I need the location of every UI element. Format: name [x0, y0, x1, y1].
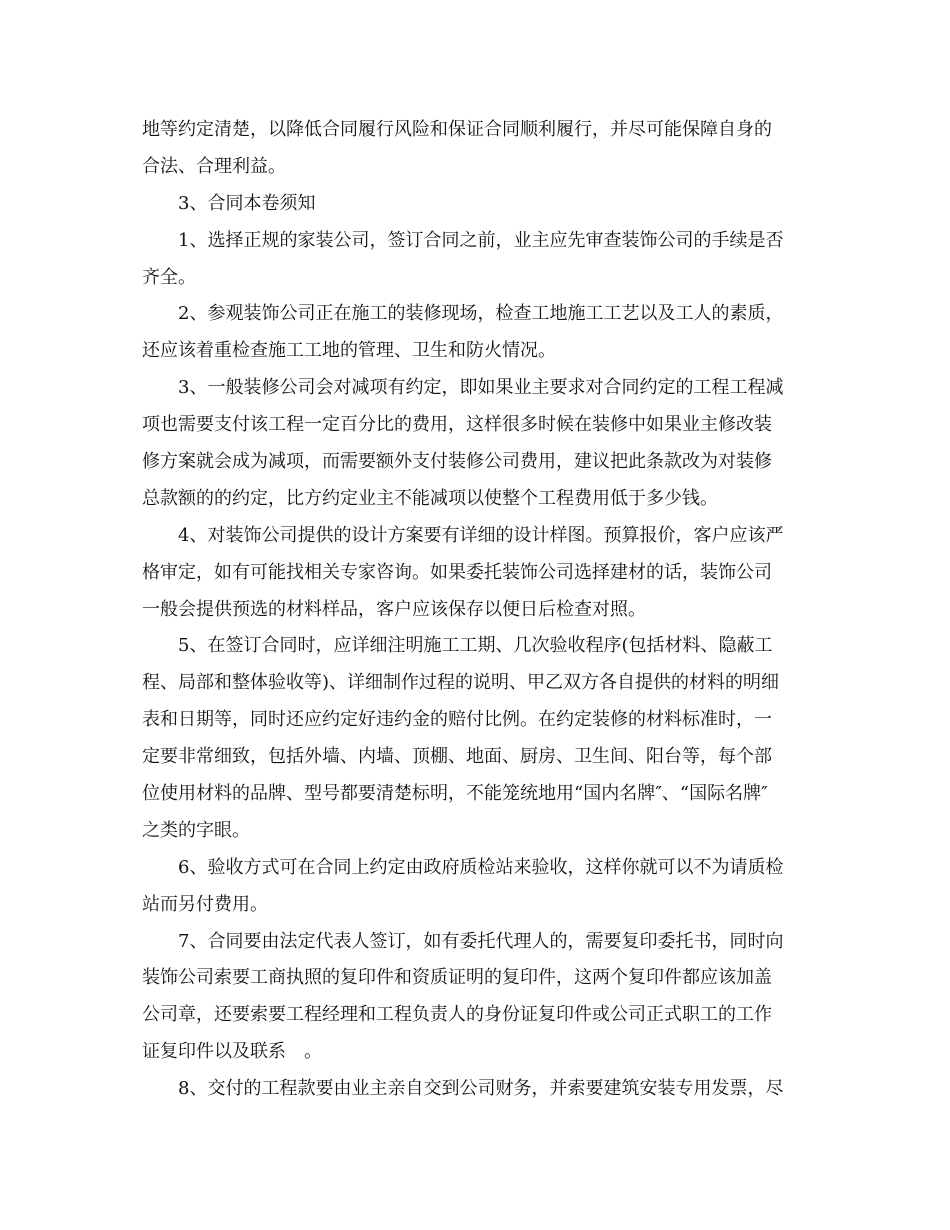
text-line: 总款额的的约定，比方约定业主不能减项以使整个工程费用低于多少钱。 — [142, 487, 718, 509]
text-line: 程、局部和整体验收等)、详细制作过程的说明、甲乙双方各自提供的材料的明细 — [142, 672, 780, 694]
text-line: 定要非常细致，包括外墙、内墙、顶棚、地面、厨房、卫生间、阳台等，每个部 — [142, 746, 772, 768]
text-line: 7、合同要由法定代表人签订，如有委托代理人的，需要复印委托书，同时向 — [178, 930, 784, 952]
text-line: 装饰公司索要工商执照的复印件和资质证明的复印件，这两个复印件都应该加盖 — [142, 967, 772, 989]
text-line: 4、对装饰公司提供的设计方案要有详细的设计样图。预算报价，客户应该严 — [178, 524, 784, 546]
section-heading: 3、合同本卷须知 — [178, 192, 316, 214]
text-line: 证复印件以及联系 。 — [142, 1041, 322, 1063]
text-line: 之类的字眼。 — [142, 819, 250, 841]
document-body — [142, 112, 802, 1108]
text-line: 合法、合理利益。 — [142, 155, 286, 177]
text-line: 齐全。 — [142, 266, 196, 288]
text-line: 格审定，如有可能找相关专家咨询。如果委托装饰公司选择建材的话，装饰公司 — [142, 561, 772, 583]
text-line: 项也需要支付该工程一定百分比的费用，这样很多时候在装修中如果业主修改装 — [142, 414, 772, 436]
text-line: 5、在签订合同时，应详细注明施工工期、几次验收程序(包括材料、隐蔽工 — [178, 635, 773, 657]
text-line: 1、选择正规的家装公司，签订合同之前，业主应先审查装饰公司的手续是否 — [178, 229, 784, 251]
text-line: 公司章，还要索要工程经理和工程负责人的身份证复印件或公司正式职工的工作 — [142, 1004, 772, 1026]
text-line: 表和日期等，同时还应约定好违约金的赔付比例。在约定装修的材料标准时，一 — [142, 709, 772, 731]
text-line: 6、验收方式可在合同上约定由政府质检站来验收，这样你就可以不为请质检 — [178, 856, 784, 878]
text-line: 站而另付费用。 — [142, 893, 268, 915]
text-line: 8、交付的工程款要由业主亲自交到公司财务，并索要建筑安装专用发票，尽 — [178, 1078, 784, 1100]
text-line: 地等约定清楚，以降低合同履行风险和保证合同顺利履行，并尽可能保障自身的 — [142, 119, 772, 140]
text-line: 位使用材料的品牌、型号都要清楚标明，不能笼统地用“国内名牌″、“国际名牌″ — [142, 783, 768, 805]
text-line: 2、参观装饰公司正在施工的装修现场，检查工地施工工艺以及工人的素质， — [178, 303, 784, 325]
text-line: 修方案就会成为减项，而需要额外支付装修公司费用，建议把此条款改为对装修 — [142, 451, 772, 473]
text-line: 一般会提供预选的材料样品，客户应该保存以便日后检查对照。 — [142, 598, 646, 620]
text-line: 还应该着重检查施工工地的管理、卫生和防火情况。 — [142, 340, 556, 362]
text-line: 3、一般装修公司会对减项有约定，即如果业主要求对合同约定的工程工程减 — [178, 377, 784, 399]
